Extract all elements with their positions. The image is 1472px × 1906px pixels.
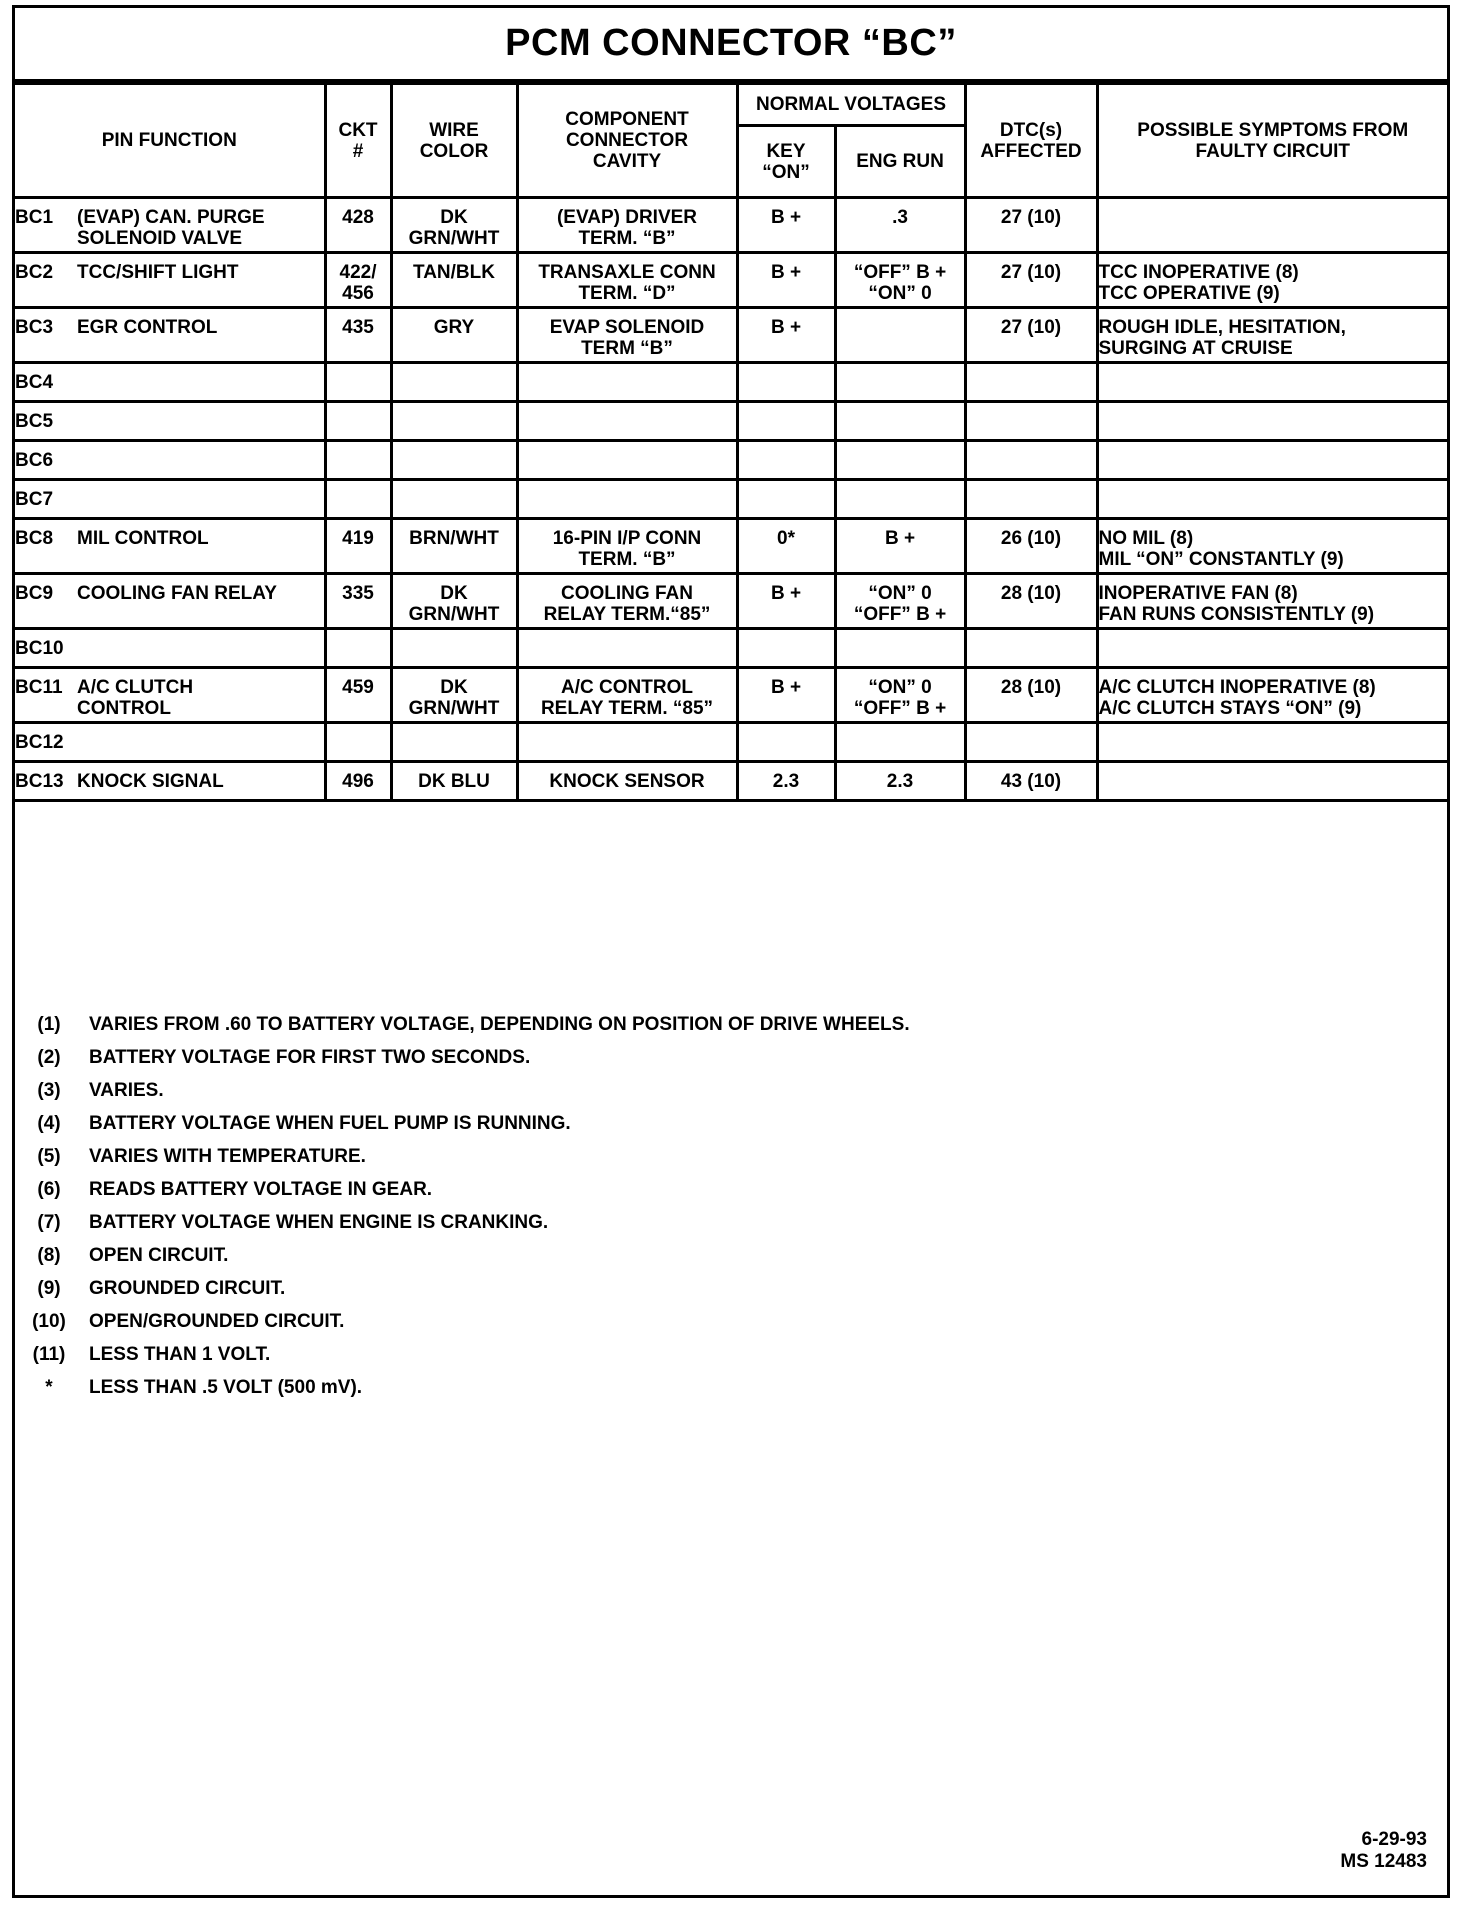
pin-id: BC12 (15, 732, 64, 753)
cell-wire-color: DK GRN/WHT (391, 668, 517, 723)
cell-pin-function (15, 253, 325, 308)
header-key-on: KEY “ON” (737, 126, 835, 198)
cell-dtc: 27 (10) (965, 198, 1097, 253)
pin-id: BC1 (15, 207, 54, 228)
cell-eng-run (835, 629, 965, 668)
table-row (15, 723, 1447, 762)
cell-eng-run (835, 723, 965, 762)
footnote-text: VARIES FROM .60 TO BATTERY VOLTAGE, DEPENDING ON POSITION OF DRIVE WHEELS. (89, 1014, 910, 1035)
cell-symptoms (1097, 723, 1447, 762)
cell-dtc: 28 (10) (965, 668, 1097, 723)
table-row (15, 253, 1447, 308)
cell-ckt: 496 (325, 762, 391, 801)
cell-key-on (737, 441, 835, 480)
footnote-text: LESS THAN 1 VOLT. (89, 1344, 271, 1365)
cell-symptoms (1097, 480, 1447, 519)
cell-eng-run: “ON” 0 “OFF” B + (835, 668, 965, 723)
cell-ckt (325, 402, 391, 441)
footnote (23, 1239, 910, 1272)
cell-symptoms: ROUGH IDLE, HESITATION, SURGING AT CRUISE (1097, 308, 1447, 363)
pin-function: KNOCK SIGNAL (77, 771, 224, 792)
table-row (15, 363, 1447, 402)
header-row (15, 84, 1447, 126)
footnote-marker: (10) (32, 1311, 66, 1332)
cell-eng-run (835, 402, 965, 441)
cell-pin-function (15, 574, 325, 629)
footnote-marker: (3) (37, 1080, 61, 1101)
cell-dtc: 28 (10) (965, 574, 1097, 629)
pin-function: A/C CLUTCH CONTROL (77, 677, 194, 719)
cell-key-on: B + (737, 198, 835, 253)
page-title: PCM CONNECTOR “BC” (15, 8, 1447, 82)
cell-component: KNOCK SENSOR (517, 762, 737, 801)
cell-key-on (737, 723, 835, 762)
cell-wire-color: DK BLU (391, 762, 517, 801)
table-body (15, 198, 1447, 801)
cell-key-on: 2.3 (737, 762, 835, 801)
footnote (23, 1338, 910, 1371)
footnote-text: OPEN/GROUNDED CIRCUIT. (89, 1311, 345, 1332)
table-row (15, 668, 1447, 723)
header-symptoms: POSSIBLE SYMPTOMS FROM FAULTY CIRCUIT (1097, 84, 1447, 198)
cell-dtc (965, 441, 1097, 480)
cell-dtc: 43 (10) (965, 762, 1097, 801)
cell-symptoms (1097, 198, 1447, 253)
cell-wire-color: TAN/BLK (391, 253, 517, 308)
footnote-text: READS BATTERY VOLTAGE IN GEAR. (89, 1179, 433, 1200)
table-row (15, 402, 1447, 441)
cell-pin-function (15, 402, 325, 441)
header-dtc: DTC(s) AFFECTED (965, 84, 1097, 198)
cell-ckt (325, 441, 391, 480)
cell-component (517, 441, 737, 480)
document-frame (12, 5, 1450, 1898)
footnote (23, 1074, 910, 1107)
cell-symptoms: NO MIL (8) MIL “ON” CONSTANTLY (9) (1097, 519, 1447, 574)
pin-id: BC3 (15, 317, 54, 338)
footnote-marker: (2) (37, 1047, 61, 1068)
cell-symptoms (1097, 441, 1447, 480)
cell-ckt: 459 (325, 668, 391, 723)
cell-eng-run (835, 480, 965, 519)
cell-wire-color: DK GRN/WHT (391, 198, 517, 253)
document-stamp (1340, 1829, 1427, 1873)
cell-key-on: B + (737, 253, 835, 308)
footnote-text: BATTERY VOLTAGE WHEN FUEL PUMP IS RUNNING. (89, 1113, 571, 1134)
cell-component (517, 363, 737, 402)
pin-id: BC7 (15, 489, 54, 510)
cell-ckt: 335 (325, 574, 391, 629)
cell-wire-color (391, 402, 517, 441)
footnote (23, 1272, 910, 1305)
cell-ckt (325, 480, 391, 519)
footnote-text: VARIES WITH TEMPERATURE. (89, 1146, 366, 1167)
cell-symptoms: INOPERATIVE FAN (8) FAN RUNS CONSISTENTLY (9) (1097, 574, 1447, 629)
cell-component: COOLING FAN RELAY TERM.“85” (517, 574, 737, 629)
pin-function: MIL CONTROL (77, 528, 209, 549)
table-row (15, 574, 1447, 629)
footnote (23, 1107, 910, 1140)
cell-eng-run: “ON” 0 “OFF” B + (835, 574, 965, 629)
footnote (23, 1140, 910, 1173)
cell-symptoms (1097, 629, 1447, 668)
pin-id: BC9 (15, 583, 54, 604)
pin-id: BC5 (15, 411, 54, 432)
cell-component (517, 629, 737, 668)
footnote-marker: (11) (32, 1344, 66, 1365)
cell-wire-color (391, 363, 517, 402)
pin-id: BC2 (15, 262, 54, 283)
cell-key-on (737, 402, 835, 441)
header-ckt: CKT # (325, 84, 391, 198)
footnote (23, 1305, 910, 1338)
pin-id: BC10 (15, 638, 64, 659)
cell-key-on: B + (737, 668, 835, 723)
cell-ckt (325, 723, 391, 762)
pin-id: BC8 (15, 528, 54, 549)
cell-key-on: B + (737, 574, 835, 629)
cell-eng-run: “OFF” B + “ON” 0 (835, 253, 965, 308)
cell-component: A/C CONTROL RELAY TERM. “85” (517, 668, 737, 723)
table-row (15, 441, 1447, 480)
cell-eng-run (835, 308, 965, 363)
cell-symptoms (1097, 402, 1447, 441)
cell-eng-run: .3 (835, 198, 965, 253)
pin-function: EGR CONTROL (77, 317, 218, 338)
header-eng-run: ENG RUN (835, 126, 965, 198)
cell-wire-color (391, 480, 517, 519)
cell-eng-run: 2.3 (835, 762, 965, 801)
pin-id: BC6 (15, 450, 54, 471)
cell-pin-function (15, 308, 325, 363)
cell-pin-function (15, 723, 325, 762)
cell-pin-function (15, 668, 325, 723)
header-pin-function: PIN FUNCTION (15, 84, 325, 198)
footnote-text: LESS THAN .5 VOLT (500 mV). (89, 1377, 363, 1398)
footnote-text: BATTERY VOLTAGE WHEN ENGINE IS CRANKING. (89, 1212, 549, 1233)
footnote-marker: (1) (37, 1014, 61, 1035)
cell-wire-color (391, 441, 517, 480)
header-wire-color: WIRE COLOR (391, 84, 517, 198)
table-row (15, 308, 1447, 363)
footnote-marker: (6) (37, 1179, 61, 1200)
cell-ckt (325, 363, 391, 402)
footnote-marker: (4) (37, 1113, 61, 1134)
cell-dtc: 27 (10) (965, 253, 1097, 308)
footnote (23, 1206, 910, 1239)
header-normal-voltages: NORMAL VOLTAGES (737, 84, 965, 126)
cell-component: TRANSAXLE CONN TERM. “D” (517, 253, 737, 308)
cell-eng-run (835, 441, 965, 480)
cell-pin-function (15, 519, 325, 574)
cell-symptoms (1097, 363, 1447, 402)
cell-dtc: 26 (10) (965, 519, 1097, 574)
cell-component (517, 402, 737, 441)
cell-symptoms: A/C CLUTCH INOPERATIVE (8) A/C CLUTCH STAYS “ON” (9) (1097, 668, 1447, 723)
pin-function: TCC/SHIFT LIGHT (77, 262, 239, 283)
pin-id: BC13 (15, 771, 64, 792)
footnote (23, 1173, 910, 1206)
cell-wire-color: GRY (391, 308, 517, 363)
pin-function: (EVAP) CAN. PURGE SOLENOID VALVE (77, 207, 265, 249)
cell-pin-function (15, 480, 325, 519)
cell-wire-color (391, 723, 517, 762)
cell-ckt: 435 (325, 308, 391, 363)
footnote-marker: (8) (37, 1245, 61, 1266)
cell-dtc (965, 480, 1097, 519)
footnote-text: BATTERY VOLTAGE FOR FIRST TWO SECONDS. (89, 1047, 531, 1068)
cell-pin-function (15, 441, 325, 480)
cell-key-on (737, 480, 835, 519)
cell-ckt: 428 (325, 198, 391, 253)
table-row (15, 480, 1447, 519)
footnotes (23, 1008, 910, 1404)
cell-dtc (965, 402, 1097, 441)
cell-key-on (737, 363, 835, 402)
footnote-marker: (7) (37, 1212, 61, 1233)
table-row (15, 629, 1447, 668)
cell-key-on: 0* (737, 519, 835, 574)
pin-id: BC4 (15, 372, 54, 393)
cell-component: 16-PIN I/P CONN TERM. “B” (517, 519, 737, 574)
cell-component: EVAP SOLENOID TERM “B” (517, 308, 737, 363)
footnote-text: OPEN CIRCUIT. (89, 1245, 229, 1266)
cell-pin-function (15, 363, 325, 402)
cell-ckt (325, 629, 391, 668)
cell-pin-function (15, 629, 325, 668)
cell-wire-color: BRN/WHT (391, 519, 517, 574)
table-row (15, 198, 1447, 253)
stamp-date: 6-29-93 (1361, 1829, 1427, 1850)
cell-key-on (737, 629, 835, 668)
footnote-text: GROUNDED CIRCUIT. (89, 1278, 286, 1299)
pin-id: BC11 (15, 677, 63, 698)
footnote-marker: (5) (37, 1146, 61, 1167)
cell-dtc (965, 363, 1097, 402)
cell-ckt: 419 (325, 519, 391, 574)
pin-function: COOLING FAN RELAY (77, 583, 277, 604)
cell-pin-function (15, 762, 325, 801)
pin-table (15, 82, 1447, 802)
cell-eng-run: B + (835, 519, 965, 574)
cell-ckt: 422/ 456 (325, 253, 391, 308)
cell-dtc (965, 629, 1097, 668)
cell-dtc: 27 (10) (965, 308, 1097, 363)
table-row (15, 519, 1447, 574)
cell-symptoms: TCC INOPERATIVE (8) TCC OPERATIVE (9) (1097, 253, 1447, 308)
cell-symptoms (1097, 762, 1447, 801)
cell-dtc (965, 723, 1097, 762)
header-component: COMPONENT CONNECTOR CAVITY (517, 84, 737, 198)
cell-key-on: B + (737, 308, 835, 363)
footnote (23, 1371, 910, 1404)
table-row (15, 762, 1447, 801)
cell-wire-color (391, 629, 517, 668)
footnote (23, 1041, 910, 1074)
cell-component (517, 480, 737, 519)
footnote-marker: (9) (37, 1278, 61, 1299)
cell-pin-function (15, 198, 325, 253)
cell-component: (EVAP) DRIVER TERM. “B” (517, 198, 737, 253)
stamp-id: MS 12483 (1340, 1851, 1427, 1872)
footnote-marker: * (45, 1377, 53, 1398)
cell-eng-run (835, 363, 965, 402)
footnote-text: VARIES. (89, 1080, 164, 1101)
cell-wire-color: DK GRN/WHT (391, 574, 517, 629)
footnote (23, 1008, 910, 1041)
cell-component (517, 723, 737, 762)
